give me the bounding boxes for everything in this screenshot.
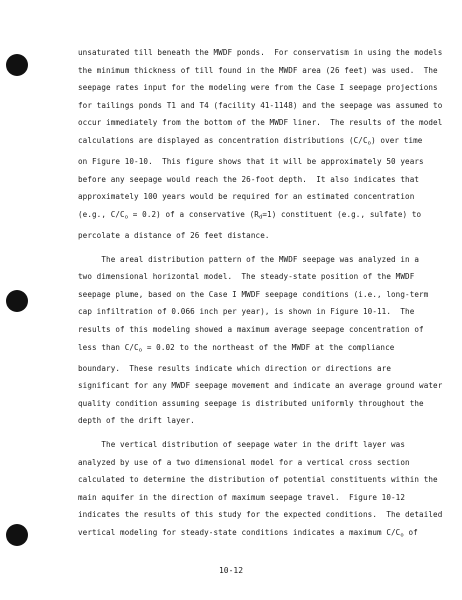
- subscript: o: [367, 140, 372, 147]
- text-line: before any seepage would reach the 26-foot depth. It also indicates that: [78, 174, 420, 184]
- text-line: depth of the drift layer.: [78, 416, 195, 426]
- text-line: the minimum thickness of till found in the MWDF area (26 feet) was used. The: [78, 65, 438, 75]
- subscript: o: [138, 347, 143, 353]
- text-line: calculations are displayed as concentration distributions $(C/C_o)$ over time: [78, 135, 423, 147]
- text-line: calculated to determine the distribution of potential constituents within the: [78, 475, 438, 485]
- paragraph: [78, 436, 443, 545]
- text-line: (e.g., $C/C_o = 0.2$) of a conservative $(R_d=1)$ constituent (e.g., sulfate) to: [78, 209, 422, 221]
- text-line: seepage plume, based on the Case I MWDF seepage conditions (i.e., long-term: [78, 289, 429, 299]
- subscript: o: [400, 532, 404, 539]
- body-text: [78, 44, 443, 545]
- text-line: The vertical distribution of seepage water in the drift layer was: [78, 439, 406, 449]
- text-line: significant for any MWDF seepage movement and indicate an average ground water: [78, 381, 443, 391]
- text-line: approximately 100 years would be required for an estimated concentration: [78, 192, 415, 202]
- text-line: results of this modeling showed a maximum average seepage concentration of: [78, 324, 424, 334]
- text-line: analyzed by use of a two dimensional model for a vertical cross section: [78, 457, 410, 467]
- text-line: unsaturated till beneath the MWDF ponds. For conservatism in using the models: [78, 48, 443, 57]
- text-line: for tailings ponds T1 and T4 (facility 41-1148) and the seepage was assumed to: [78, 100, 443, 110]
- text-line: indicates the results of this study for the expected conditions. The detailed: [78, 510, 443, 520]
- binder-hole: [6, 290, 28, 312]
- text-line: The areal distribution pattern of the MWDF seepage was analyzed in a: [78, 254, 420, 264]
- subscript: d: [258, 214, 263, 221]
- paragraph: [78, 251, 443, 430]
- text-line: seepage rates input for the modeling were from the Case I seepage projections: [78, 83, 438, 93]
- text-line: two dimensional horizontal model. The steady-state position of the MWDF: [78, 272, 415, 282]
- text-line: boundary. These results indicate which direction or directions are: [78, 363, 392, 373]
- text-line: main aquifer in the direction of maximum seepage travel. Figure 10-12: [78, 492, 406, 502]
- binder-hole: [6, 54, 28, 76]
- text-line: percolate a distance of 26 feet distance.: [78, 230, 270, 240]
- binder-hole: [6, 524, 28, 546]
- text-line: quality condition assuming seepage is distributed uniformly throughout the: [78, 398, 424, 408]
- paragraph: [78, 44, 443, 245]
- text-line: occur immediately from the bottom of the MWDF liner. The results of the model: [78, 118, 443, 128]
- text-line: cap infiltration of 0.066 inch per year), is shown in Figure 10-11. The: [78, 307, 415, 317]
- text-line: vertical modeling for steady-state conditions indicates a maximum $C/C_o$ of: [78, 527, 418, 539]
- text-line: on Figure 10-10. This figure shows that it will be approximately 50 years: [78, 157, 424, 167]
- page-number: 10-12: [218, 566, 244, 575]
- text-line: less than $C/C_o = 0.02$ to the northeast of the MWDF at the compliance: [78, 342, 395, 353]
- subscript: o: [124, 214, 129, 221]
